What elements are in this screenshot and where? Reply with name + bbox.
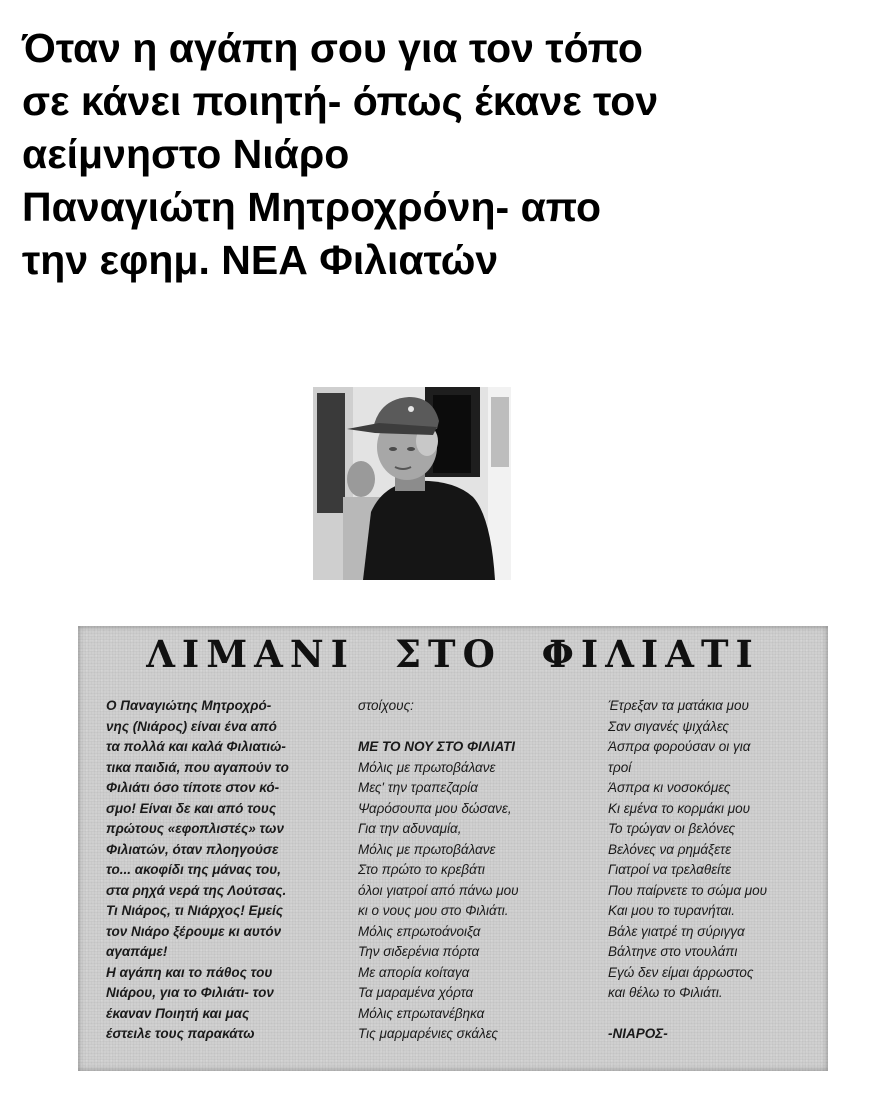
text-line: το... ακοφίδι της μάνας του, xyxy=(106,862,282,877)
poem-line: Βάλτηνε στο ντουλάπι xyxy=(608,944,738,959)
poem-line: Ψαρόσουπα μου δώσανε, xyxy=(358,800,512,816)
poem-line: και θέλω το Φιλιάτι. xyxy=(608,985,723,1000)
poem-line: Τις μαρμαρένιες σκάλες xyxy=(358,1026,498,1041)
text-line: πρώτους «εφοπλιστές» των xyxy=(106,821,284,836)
poem-line: Μες' την τραπεζαρία xyxy=(358,780,478,795)
poem-heading: ΜΕ ΤΟ ΝΟΥ ΣΤΟ ΦΙΛΙΑΤΙ xyxy=(358,739,516,754)
text-line: Νιάρου, για το Φιλιάτι- τον xyxy=(106,985,274,1000)
poem-line: Για την αδυναμία, xyxy=(358,821,462,836)
blank-line xyxy=(358,717,588,738)
poem-line: Την σιδερένια πόρτα xyxy=(358,944,480,959)
poem-line: Βελόνες να ρημάξετε xyxy=(608,841,732,857)
poem-line: Στο πρώτο το κρεβάτι xyxy=(358,862,485,877)
text-line: έστειλε τους παρακάτω xyxy=(106,1026,255,1041)
text-line: τα πολλά και καλά Φιλιατιώ- xyxy=(106,739,286,754)
text-line: Φιλιάτι όσο τίποτε στον κό- xyxy=(106,780,280,795)
text-line: αγαπάμε! xyxy=(106,944,168,959)
poem-line: Βάλε γιατρέ τη σύριγγα xyxy=(608,923,745,939)
poem-line: Σαν σιγανές ψιχάλες xyxy=(608,718,729,734)
poem-line: Άσπρα φορούσαν οι για xyxy=(608,739,751,754)
portrait-photo xyxy=(313,387,511,580)
poem-line: Μόλις με πρωτοβάλανε xyxy=(358,841,496,857)
poem-line: τροί xyxy=(608,759,632,775)
poem-line: Το τρώγαν οι βελόνες xyxy=(608,821,736,836)
text-line: σμο! Είναι δε και από τους xyxy=(106,800,277,816)
blank-line xyxy=(608,1004,823,1025)
poem-line: όλοι γιατροί από πάνω μου xyxy=(358,882,519,898)
text-line: Τι Νιάρος, τι Νιάρχος! Εμείς xyxy=(106,903,283,918)
poem-line: Άσπρα κι νοσοκόμες xyxy=(608,780,731,795)
headline xyxy=(22,22,862,287)
text-line: Φιλιατών, όταν πλοηγούσε xyxy=(106,841,279,857)
poem-line: Έτρεξαν τα ματάκια μου xyxy=(608,698,749,713)
poem-line: Μόλις επρωτοάνοιξα xyxy=(358,923,481,939)
poem-line: Τα μαραμένα χόρτα xyxy=(358,985,474,1000)
poem-line: Και μου το τυρανήται. xyxy=(608,903,735,918)
poem-line: Μόλις επρωτανέβηκα xyxy=(358,1005,485,1021)
text-line: στοίχους: xyxy=(358,698,414,713)
headline-line: αείμνηστο Νιάρο xyxy=(22,131,350,177)
poem-line: κι ο νους μου στο Φιλιάτι. xyxy=(358,903,509,918)
text-line: τον Νιάρο ξέρουμε κι αυτόν xyxy=(106,923,282,939)
headline-line: την εφημ. ΝΕΑ Φιλιατών xyxy=(22,237,499,283)
headline-line: Όταν η αγάπη σου για τον τόπο xyxy=(22,25,643,71)
text-line: έκαναν Ποιητή και μας xyxy=(106,1005,250,1021)
poem-column-2 xyxy=(608,696,823,1045)
headline-line: Παναγιώτη Μητροχρόνη- απο xyxy=(22,184,602,230)
poem-line: Με απορία κοίταγα xyxy=(358,964,470,980)
poem-line: Γιατροί να τρελαθείτε xyxy=(608,862,732,877)
poem-line: Που παίρνετε το σώμα μου xyxy=(608,882,768,898)
text-line: Η αγάπη και το πάθος του xyxy=(106,964,273,980)
poem-line: Μόλις με πρωτοβάλανε xyxy=(358,759,496,775)
portrait-illustration xyxy=(313,387,511,580)
text-line: νης (Νιάρος) είναι ένα από xyxy=(106,718,277,734)
headline-line: σε κάνει ποιητή- όπως έκανε τον xyxy=(22,78,659,124)
text-line: Ο Παναγιώτης Μητροχρό- xyxy=(106,698,272,713)
text-line: τικα παιδιά, που αγαπούν το xyxy=(106,759,289,775)
poem-signature: -ΝΙΑΡΟΣ- xyxy=(608,1026,668,1041)
newspaper-clipping xyxy=(78,626,828,1071)
intro-column xyxy=(106,696,331,1045)
clipping-title: ΛΙΜΑΝΙ ΣΤΟ ΦΙΛΙΑΤΙ xyxy=(146,632,760,676)
text-line: στα ρηχά νερά της Λούτσας. xyxy=(106,882,287,898)
poem-column-1 xyxy=(358,696,588,1045)
poem-line: Εγώ δεν είμαι άρρωστος xyxy=(608,964,754,980)
poem-line: Κι εμένα το κορμάκι μου xyxy=(608,800,751,816)
